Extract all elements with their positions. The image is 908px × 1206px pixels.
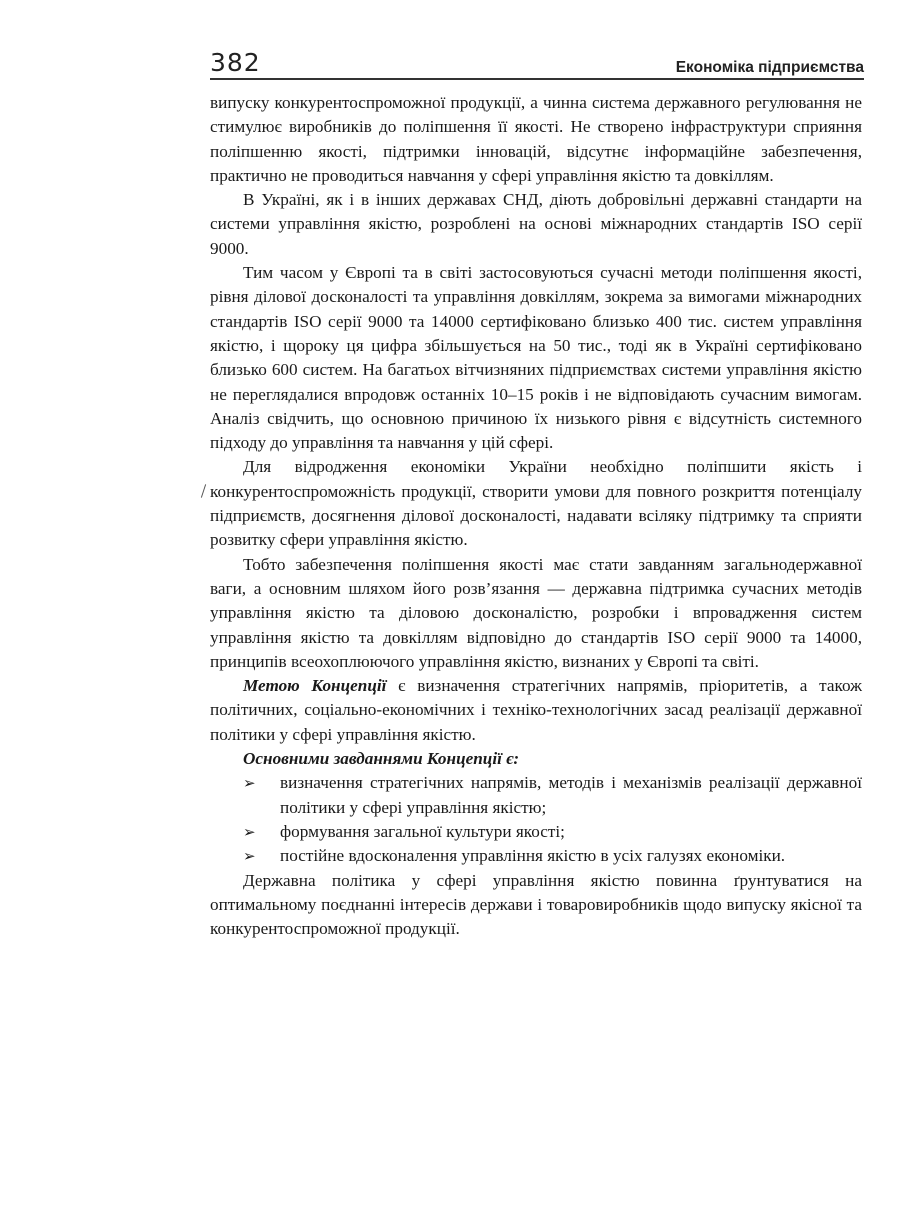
tasks-heading: Основними завданнями Концепції є: bbox=[243, 749, 520, 769]
list-item-text: визначення стратегічних напрямів, методів і механізмів реалізації державної політики у сфері управління якістю; bbox=[280, 773, 862, 817]
concept-goal-lead: Метою Концепції bbox=[243, 676, 387, 696]
list-item bbox=[210, 820, 862, 844]
list-item-text: постійне вдосконалення управління якістю в усіх галузях економіки. bbox=[280, 846, 786, 866]
paragraph-2: В Україні, як і в інших державах СНД, діють добровільні державні стандарти на системи управління якістю, розроблені на основі міжнародних стандартів ISO серії 9000. bbox=[210, 190, 862, 258]
arrow-bullet-icon: ➢ bbox=[243, 774, 256, 793]
paragraph-1: випуску конкурентоспроможної продукції, а чинна система державного регулювання не стимулює виробників до поліпшення її якості. Не створено інфраструктури сприяння поліпшенню якості, підтримки інновацій, відсутнє інформаційне забезпечення, практично не проводиться навчання у сфері управління якістю та довкіллям. bbox=[210, 93, 862, 185]
paragraph-7 bbox=[210, 869, 862, 942]
running-head bbox=[210, 48, 864, 82]
arrow-bullet-icon: ➢ bbox=[243, 847, 256, 866]
header-rule bbox=[210, 78, 864, 80]
paragraph-7-end: на оптимальному поєднанні інтересів держави і товаровиробників щодо випуску якісної та конкурентоспроможної продукції. bbox=[210, 870, 862, 939]
tasks-list bbox=[210, 771, 862, 868]
margin-pencil-mark bbox=[201, 484, 206, 498]
list-item bbox=[210, 771, 862, 820]
arrow-bullet-icon: ➢ bbox=[243, 822, 256, 841]
paragraph-4: Для відродження економіки України необхідно поліпшити якість і конкурентоспроможність продукції, створити умови для повного розкриття потенціалу підприємств, досягнення ділової досконалості, надавати всіляку підтримку та сприяти розвитку сфери управління якістю. bbox=[210, 457, 862, 550]
paragraph-3: Тим часом у Європі та в світі застосовуються сучасні методи поліпшення якості, рівня ділової досконалості та управління довкіллям, зокрема за вимогами міжнародних стандартів ISO серії 9000 та 14000 сертифіковано близько 400 тис. систем управління якістю, і щороку ця цифра збільшується на 50 тис., тоді як в Україні сертифіковано близько 600 систем. На багатьох вітчизняних підприємствах системи управління якістю не переглядалися впродовж останніх 10–15 років і не відповідають сучасним вимогам. Аналіз свідчить, що основною причиною їх низького рівня є відсутність системного підходу до управління та навчання у цій сфері. bbox=[210, 263, 862, 453]
book-title: Економіка підприємства bbox=[675, 59, 864, 76]
paragraph-5: Тобто забезпечення поліпшення якості має стати завданням загальнодержавної ваги, а основним шляхом його розв’язання — державна підтримка сучасних методів управління якістю та діловою досконалістю, розробки і впровадження систем управління якістю та довкіллям відповідно до стандартів ISO серії 9000 та 14000, принципів всеохоплюючого управління якістю, визнаних у Європі та світі. bbox=[210, 554, 862, 671]
body-text bbox=[210, 91, 862, 941]
paragraph-6 bbox=[210, 674, 862, 747]
paragraph-7-start: Державна політика у сфері управління якістю повинна ґрунтуватися bbox=[243, 870, 829, 890]
concept-goal-text: є визначення стратегічних напрямів, пріоритетів, а також політичних, соціально-економічних і техніко-технологічних засад реалізації державної політики у сфері управління якістю. bbox=[210, 676, 862, 744]
list-item-text: формування загальної культури якості; bbox=[280, 821, 565, 841]
list-item bbox=[210, 844, 862, 868]
page-number: 382 bbox=[210, 48, 261, 77]
